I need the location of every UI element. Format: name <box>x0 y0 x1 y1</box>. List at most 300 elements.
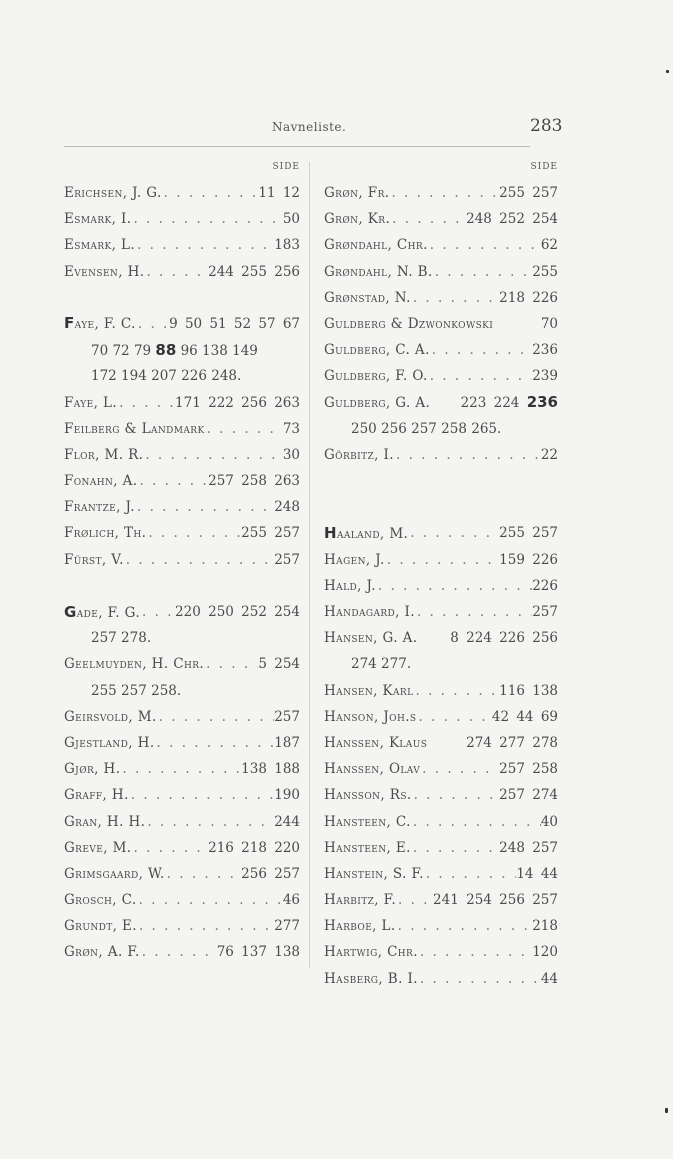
entry-name <box>324 861 424 887</box>
entry-name-text: Hagen, J. <box>324 551 385 568</box>
page-refs <box>208 259 300 285</box>
index-entry <box>64 206 300 232</box>
page-refs-text: 70 <box>540 315 558 332</box>
section-initial: F <box>64 314 75 333</box>
entry-name-text: Hald, J. <box>324 577 376 594</box>
entry-name <box>324 887 396 913</box>
index-entry <box>64 520 300 546</box>
entry-name <box>64 835 132 861</box>
entry-name-text: Görbitz, I. <box>324 446 394 463</box>
leader-dots <box>165 861 242 887</box>
index-entry <box>64 835 300 861</box>
page-refs <box>433 887 558 913</box>
entry-name <box>324 625 417 651</box>
page-refs-text: 171 222 256 263 <box>175 394 300 411</box>
page-refs <box>274 547 300 573</box>
page-refs <box>283 887 300 913</box>
index-entry <box>324 363 558 389</box>
entry-name-text: Hartwig, Chr. <box>324 944 418 961</box>
index-entry <box>324 337 558 363</box>
entry-name-text: Hansen, Karl <box>324 682 414 699</box>
page-refs <box>532 259 558 285</box>
page-refs-text: 236 <box>532 342 558 359</box>
index-entry <box>64 416 300 442</box>
page-refs: 172 194 207 226 248. <box>91 368 242 385</box>
entry-name <box>64 651 204 677</box>
leader-dots <box>418 966 541 992</box>
leader-dots <box>416 704 491 730</box>
entry-name <box>324 206 390 232</box>
page-refs <box>241 520 300 546</box>
index-entry <box>64 651 300 677</box>
index-entry <box>324 599 558 625</box>
entry-name <box>324 939 418 965</box>
entry-name-text: Grøndahl, N. B. <box>324 263 433 280</box>
blank-line <box>64 573 300 599</box>
entry-name-text: Harboe, L. <box>324 918 396 935</box>
entry-name-text: Hanson, Joh.s <box>324 708 417 725</box>
leader-dots <box>413 678 499 704</box>
entry-name-text: Gjestland, H. <box>64 734 155 751</box>
index-entry <box>64 861 300 887</box>
entry-continuation <box>64 625 300 651</box>
page-refs <box>492 704 558 730</box>
entry-name-text: Flor, M. R. <box>64 446 144 463</box>
index-entry <box>324 730 558 756</box>
page-refs-text: 218 <box>532 918 558 935</box>
page-refs <box>532 573 558 599</box>
entry-name-text: Greve, M. <box>64 839 132 856</box>
page-number: 283 <box>530 116 563 136</box>
page-refs <box>532 337 558 363</box>
entry-continuation <box>64 337 300 363</box>
entry-name <box>324 363 428 389</box>
main-page-ref: 236 <box>526 393 558 411</box>
entry-name-text: Grøn, Kr. <box>324 211 391 228</box>
entry-name-text: Guldberg & Dzwonkowski <box>324 315 494 332</box>
entry-name <box>64 939 140 965</box>
page-refs <box>217 939 300 965</box>
entry-continuation <box>64 363 300 389</box>
index-entry <box>64 468 300 494</box>
page-refs <box>169 311 300 337</box>
entry-name-text: Erichsen, J. G. <box>64 185 162 201</box>
page-refs <box>450 625 558 651</box>
entry-name <box>324 337 430 363</box>
leader-dots <box>136 311 169 337</box>
leader-dots <box>385 547 499 573</box>
page-refs <box>283 416 300 442</box>
entry-name <box>324 913 396 939</box>
page-refs-text: 244 255 256 <box>208 263 300 280</box>
leader-dots <box>135 232 274 258</box>
leader-dots <box>396 913 533 939</box>
entry-name <box>64 547 124 573</box>
entry-name-text: Fürst, V. <box>64 551 124 568</box>
entry-name <box>324 180 389 206</box>
entry-name-text: Hanssen, Klaus <box>324 734 428 751</box>
entry-name <box>324 520 408 546</box>
side-label: SIDE <box>530 162 558 172</box>
leader-dots <box>144 259 208 285</box>
leader-dots <box>396 887 433 913</box>
page-refs-text: 44 <box>540 970 558 987</box>
index-entry <box>324 678 558 704</box>
page-refs <box>499 285 558 311</box>
entry-name-text: ade, F. G. <box>76 604 141 621</box>
page-refs <box>258 180 300 206</box>
entry-name <box>324 390 430 416</box>
page-refs-text: 116 138 <box>499 682 558 699</box>
entry-name-text: Hansen, G. A. <box>324 630 418 647</box>
header-rule <box>64 146 530 147</box>
page-refs <box>532 363 558 389</box>
leader-dots <box>155 730 275 756</box>
index-column-left <box>64 162 300 966</box>
entry-name <box>64 913 137 939</box>
page-refs <box>461 390 558 416</box>
entry-name-text: Frantze, J. <box>64 499 135 516</box>
page-refs-text: 255 <box>532 263 558 280</box>
entry-name <box>324 573 376 599</box>
page-refs <box>283 442 300 468</box>
index-entry <box>324 835 558 861</box>
leader-dots <box>124 547 274 573</box>
section-initial: G <box>64 602 77 621</box>
entry-name-text: Hasberg, B. I. <box>324 970 418 987</box>
index-entry <box>324 704 558 730</box>
leader-dots <box>137 887 283 913</box>
column-divider <box>309 162 310 968</box>
entry-name-text: Esmark, I. <box>64 211 132 228</box>
leader-dots <box>137 468 208 494</box>
leader-dots <box>411 835 499 861</box>
page-refs: 250 256 257 258 265. <box>351 420 502 437</box>
entry-name <box>324 232 428 258</box>
entry-name-text: Gran, H. H. <box>64 813 146 830</box>
leader-dots <box>412 782 500 808</box>
entry-name-text: Grøn, A. F. <box>64 944 140 961</box>
entry-name <box>324 756 420 782</box>
entry-name-text: Fonahn, A. <box>64 473 138 490</box>
page-refs <box>274 913 300 939</box>
index-entry <box>324 259 558 285</box>
page-refs-text: 22 <box>540 446 558 463</box>
entry-name <box>64 259 144 285</box>
entry-name <box>64 730 155 756</box>
page-refs-text: 257 <box>532 604 558 620</box>
leader-dots <box>204 651 258 677</box>
index-entry <box>64 599 300 625</box>
index-entry <box>324 809 558 835</box>
page-refs <box>208 468 300 494</box>
entry-name-text: Grøndahl, Chr. <box>324 237 428 254</box>
blank-line <box>64 285 300 311</box>
page-refs-text: 255 257 <box>499 525 558 542</box>
entry-name <box>64 704 157 730</box>
page-refs-text: 40 <box>540 813 558 830</box>
index-entry <box>324 206 558 232</box>
page-refs <box>541 232 558 258</box>
index-entry <box>64 442 300 468</box>
page-refs-text: 30 <box>282 446 300 463</box>
leader-dots <box>408 520 499 546</box>
page-refs-text: 187 <box>274 734 300 751</box>
index-entry <box>64 390 300 416</box>
leader-dots <box>430 337 532 363</box>
page-refs-text: 248 <box>274 499 300 516</box>
entry-name <box>64 390 117 416</box>
leader-dots <box>411 809 541 835</box>
entry-name <box>324 259 433 285</box>
leader-dots <box>131 206 282 232</box>
entry-name <box>64 416 205 442</box>
leader-dots <box>135 494 274 520</box>
page-refs-text: 8 224 226 256 <box>450 630 558 647</box>
entry-name-text: Esmark, L. <box>64 237 136 254</box>
index-entry <box>64 704 300 730</box>
leader-dots <box>162 180 259 206</box>
entry-name <box>324 730 427 756</box>
index-entry <box>324 887 558 913</box>
page-refs <box>274 494 300 520</box>
entry-name <box>64 494 135 520</box>
leader-dots <box>137 913 274 939</box>
running-title: Navneliste. <box>272 120 347 134</box>
entry-name-text: Hanssen, Olav <box>324 761 421 778</box>
entry-name-text: Harbitz, F. <box>324 892 397 909</box>
entry-name <box>64 232 135 258</box>
scan-mark <box>665 1108 668 1113</box>
leader-dots <box>157 704 275 730</box>
leader-dots <box>132 835 209 861</box>
page-refs-text: 159 226 <box>499 551 558 568</box>
index-entry <box>64 887 300 913</box>
page-refs-text: 220 250 252 254 <box>175 604 300 620</box>
page-refs-text: 11 12 <box>258 185 300 201</box>
page-refs <box>274 782 300 808</box>
leader-dots <box>140 599 175 625</box>
blank-line <box>324 468 558 494</box>
entry-name-text: Hansson, Rs. <box>324 787 412 804</box>
index-entry <box>324 442 558 468</box>
page-refs <box>541 311 558 337</box>
entry-name <box>324 704 416 730</box>
entry-name <box>64 311 136 337</box>
page-refs-text: 256 257 <box>241 865 300 882</box>
page-refs <box>466 206 558 232</box>
entry-name <box>64 782 129 808</box>
entry-name <box>64 468 137 494</box>
index-entry <box>324 913 558 939</box>
page-refs <box>532 939 558 965</box>
entry-name <box>324 835 411 861</box>
entry-name-text: Guldberg, C. A. <box>324 342 430 359</box>
entry-name <box>324 782 412 808</box>
index-entry <box>64 180 300 206</box>
index-entry <box>64 730 300 756</box>
leader-dots <box>411 285 499 311</box>
leader-dots <box>424 861 517 887</box>
entry-name <box>324 599 415 625</box>
entry-name-text: Grundt, E. <box>64 918 137 935</box>
page-refs-text: 239 <box>532 368 558 385</box>
side-label: SIDE <box>272 162 300 172</box>
page-refs-text: 277 <box>274 918 300 935</box>
page-refs-text: 216 218 220 <box>208 839 300 856</box>
index-entry <box>324 966 558 992</box>
entry-name-text: Hansteen, E. <box>324 839 411 856</box>
page-refs-text: 62 <box>540 237 558 254</box>
entry-continuation <box>324 416 558 442</box>
page-refs: 257 278. <box>91 630 152 647</box>
leader-dots <box>415 599 532 625</box>
entry-name-text: Frølich, Th. <box>64 525 147 542</box>
page-refs-text: 50 <box>282 211 300 228</box>
entry-continuation <box>64 678 300 704</box>
index-entry <box>324 285 558 311</box>
page-refs <box>499 180 558 206</box>
index-entry <box>64 311 300 337</box>
index-entry <box>324 547 558 573</box>
page-refs <box>499 756 558 782</box>
page-refs <box>541 809 558 835</box>
leader-dots <box>420 756 499 782</box>
leader-dots <box>376 573 532 599</box>
entry-name <box>64 887 137 913</box>
main-page-ref: 88 <box>155 341 177 360</box>
page-refs-text: 9 50 51 52 57 67 <box>169 315 300 332</box>
leader-dots <box>143 442 282 468</box>
page-refs <box>258 651 300 677</box>
entry-name <box>64 861 165 887</box>
page-refs-text: 244 <box>274 813 300 830</box>
entry-name-text: Handagard, I. <box>324 604 415 620</box>
page-refs <box>283 206 300 232</box>
blank-line <box>324 494 558 520</box>
page-refs: 274 277. <box>351 656 412 673</box>
page-refs <box>499 547 558 573</box>
entry-name-text: aye, F. C. <box>74 316 136 333</box>
index-entry <box>64 809 300 835</box>
page-refs <box>274 232 300 258</box>
page-refs-text: 138 188 <box>241 761 300 778</box>
page-refs <box>499 520 558 546</box>
entry-name <box>64 756 120 782</box>
page-refs-text: 183 <box>274 237 300 254</box>
page-refs-text: 5 254 <box>258 656 300 673</box>
page-refs-text: 223 224 <box>460 395 520 411</box>
index-entry <box>324 756 558 782</box>
page-refs <box>274 809 300 835</box>
page-refs: 96 138 149 <box>176 343 258 360</box>
entry-name-text: Grosch, C. <box>64 892 137 909</box>
entry-name <box>324 547 385 573</box>
index-entry <box>64 782 300 808</box>
page-refs-text: 257 <box>274 708 300 725</box>
page-refs <box>516 861 558 887</box>
index-entry <box>64 939 300 965</box>
page-refs-text: 255 257 <box>499 185 558 201</box>
page-refs: 255 257 258. <box>91 682 182 699</box>
entry-name <box>324 966 418 992</box>
page-refs-text: 42 44 69 <box>491 708 558 725</box>
entry-name-text: Gjør, H. <box>64 761 121 778</box>
section-initial: H <box>324 523 337 542</box>
leader-dots <box>117 390 175 416</box>
index-entry <box>324 390 558 416</box>
entry-name <box>324 442 394 468</box>
entry-name <box>64 520 146 546</box>
index-entry <box>64 913 300 939</box>
page-refs <box>175 599 300 625</box>
entry-name-text: Grønstad, N. <box>324 289 411 306</box>
index-entry <box>324 180 558 206</box>
page-refs-text: 257 258 <box>499 761 558 778</box>
leader-dots <box>146 520 241 546</box>
entry-name-text: Grøn, Fr. <box>324 185 390 201</box>
page-refs <box>499 782 558 808</box>
page-refs-text: 46 <box>282 892 300 909</box>
page-refs-text: 14 44 <box>516 865 558 882</box>
leader-dots <box>145 809 274 835</box>
entry-name-text: Feilberg & Landmark <box>64 420 205 437</box>
leader-dots <box>140 939 217 965</box>
leader-dots <box>205 416 283 442</box>
entry-name-text: Geirsvold, M. <box>64 708 157 725</box>
index-entry <box>324 232 558 258</box>
scan-mark <box>666 70 669 73</box>
page-refs-text: 73 <box>282 420 300 437</box>
leader-dots <box>120 756 241 782</box>
leader-dots <box>418 939 532 965</box>
index-entry <box>64 756 300 782</box>
page-refs <box>175 390 300 416</box>
entry-name <box>324 678 413 704</box>
page-refs-text: 257 274 <box>499 787 558 804</box>
entry-name <box>324 285 411 311</box>
leader-dots <box>389 180 499 206</box>
page-refs-text: 248 252 254 <box>466 211 558 228</box>
index-entry <box>64 494 300 520</box>
entry-name-text: Hansteen, C. <box>324 813 411 830</box>
page-refs-text: 120 <box>532 944 558 961</box>
page-refs-text: 255 257 <box>241 525 300 542</box>
page-refs <box>274 730 300 756</box>
entry-name <box>64 599 140 625</box>
index-entry <box>324 520 558 546</box>
page-refs-text: 226 <box>532 577 558 594</box>
entry-name <box>64 809 145 835</box>
index-entry <box>64 259 300 285</box>
page-refs-text: 257 <box>274 551 300 568</box>
page-refs <box>241 756 300 782</box>
index-entry <box>324 939 558 965</box>
page-refs <box>466 730 558 756</box>
entry-name <box>64 442 143 468</box>
index-entry <box>324 311 558 337</box>
page-refs <box>541 966 558 992</box>
index-entry <box>324 573 558 599</box>
page-refs <box>532 913 558 939</box>
entry-name-text: Geelmuyden, H. Chr. <box>64 656 205 673</box>
page-refs-text: 248 257 <box>499 839 558 856</box>
page-refs-text: 257 258 263 <box>208 473 300 490</box>
page-refs-text: 241 254 256 257 <box>433 892 558 909</box>
leader-dots <box>433 259 533 285</box>
page-refs <box>499 678 558 704</box>
entry-name-text: Guldberg, G. A. <box>324 394 431 411</box>
